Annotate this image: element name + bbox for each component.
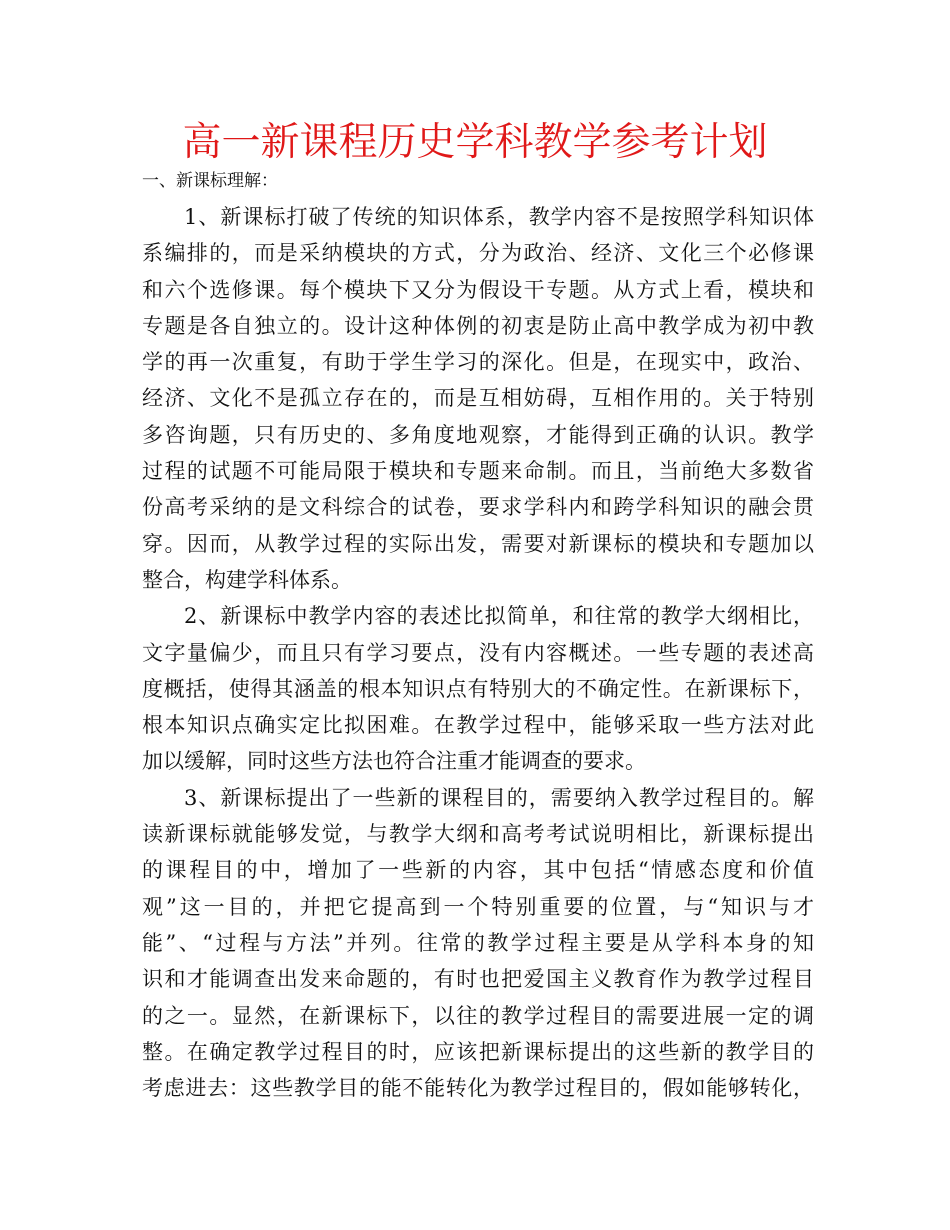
- paragraph-line: 过程的试题不可能局限于模块和专题来命制。而且，当前绝大多数省: [142, 459, 814, 484]
- paragraph-line: 根本知识点确实定比拟困难。在教学过程中，能够采取一些方法对此: [142, 713, 814, 738]
- paragraph-line: 加以缓解，同时这些方法也符合注重才能调查的要求。: [142, 749, 646, 774]
- paragraph-line: 穿。因而，从教学过程的实际出发，需要对新课标的模块和专题加以: [142, 531, 814, 556]
- document-body: [142, 163, 814, 1106]
- paragraph-line: 学的再一次重复，有助于学生学习的深化。但是，在现实中，政治、: [142, 350, 814, 375]
- paragraph-line: 观”这一目的，并把它提高到一个特别重要的位置，与“知识与才: [142, 894, 814, 919]
- paragraph-line: 份高考采纳的是文科综合的试卷，要求学科内和跨学科知识的融会贯: [142, 495, 814, 520]
- paragraph-line: 识和才能调查出发来命题的，有时也把爱国主义教育作为教学过程目: [142, 967, 814, 992]
- paragraph-line: 经济、文化不是孤立存在的，而是互相妨碍，互相作用的。关于特别: [142, 386, 814, 411]
- paragraph-line: 系编排的，而是采纳模块的方式，分为政治、经济、文化三个必修课: [142, 241, 814, 266]
- paragraph-line: 文字量偏少，而且只有学习要点，没有内容概述。一些专题的表述高: [142, 640, 814, 665]
- section-heading: 一、新课标理解：: [142, 171, 278, 191]
- paragraph-line: 整。在确定教学过程目的时，应该把新课标提出的这些新的教学目的: [142, 1039, 814, 1064]
- paragraph-line: 能”、“过程与方法”并列。往常的教学过程主要是从学科本身的知: [142, 930, 814, 955]
- paragraph-3: [142, 780, 814, 1107]
- paragraph-line: 和六个选修课。每个模块下又分为假设干专题。从方式上看，模块和: [142, 277, 814, 302]
- document-title: 高一新课程历史学科教学参考计划: [182, 120, 768, 165]
- paragraph-line: 整合，构建学科体系。: [142, 567, 352, 592]
- paragraph-line: 1、新课标打破了传统的知识体系，教学内容不是按照学科知识体: [184, 205, 814, 229]
- paragraph-line: 的课程目的中，增加了一些新的内容，其中包括“情感态度和价值: [142, 858, 814, 883]
- paragraph-line: 的之一。显然，在新课标下，以往的教学过程目的需要进展一定的调: [142, 1003, 814, 1028]
- paragraph-line: 考虑进去：这些教学目的能不能转化为教学过程目的，假如能够转化，: [142, 1076, 814, 1101]
- paragraph-line: 度概括，使得其涵盖的根本知识点有特别大的不确定性。在新课标下，: [142, 676, 814, 701]
- paragraph-line: 多咨询题，只有历史的、多角度地观察，才能得到正确的认识。教学: [142, 422, 814, 447]
- paragraph-line: 专题是各自独立的。设计这种体例的初衷是防止高中教学成为初中教: [142, 313, 814, 338]
- paragraph-line: 2、新课标中教学内容的表述比拟简单，和往常的教学大纲相比，: [184, 604, 814, 629]
- paragraph-1: [142, 199, 814, 598]
- paragraph-2: [142, 598, 814, 779]
- paragraph-line: 3、新课标提出了一些新的课程目的，需要纳入教学过程目的。解: [184, 785, 814, 810]
- paragraph-line: 读新课标就能够发觉，与教学大纲和高考考试说明相比，新课标提出: [142, 822, 814, 847]
